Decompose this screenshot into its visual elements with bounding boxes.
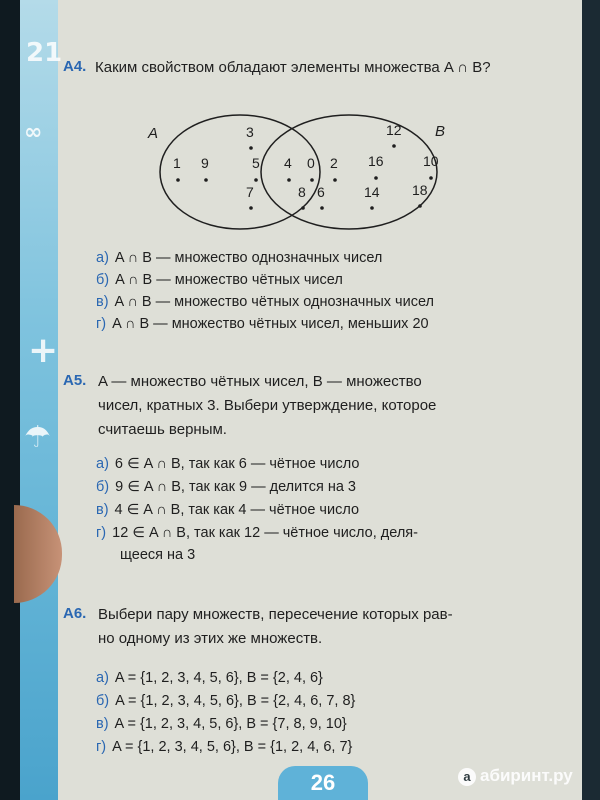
venn-dot	[392, 144, 396, 148]
venn-dot	[374, 176, 378, 180]
answer-option[interactable]: б) 9 ∈ A ∩ B, так как 9 — делится на 3	[96, 479, 356, 495]
set-a-ellipse	[160, 115, 320, 229]
decorative-digits: 21	[26, 38, 63, 68]
page-number: 26	[310, 770, 336, 795]
question-text-a5: A — множество чётных чисел, B — множество	[98, 373, 422, 390]
answer-option[interactable]: а) A ∩ B — множество однозначных чисел	[96, 250, 383, 266]
venn-diagram	[148, 110, 460, 240]
venn-number: 10	[423, 153, 439, 169]
venn-number: 1	[173, 155, 181, 171]
venn-number: 5	[252, 155, 260, 171]
venn-dot	[301, 206, 305, 210]
answer-option[interactable]: а) 6 ∈ A ∩ B, так как 6 — чётное число	[96, 456, 360, 472]
venn-number: 6	[317, 184, 325, 200]
question-label-a6: А6.	[63, 605, 87, 622]
venn-number: 7	[246, 184, 254, 200]
plus-icon: +	[28, 330, 59, 371]
venn-number: 0	[307, 155, 315, 171]
answer-option[interactable]: б) A = {1, 2, 3, 4, 5, 6}, B = {2, 4, 6, 7, 8}	[96, 693, 356, 709]
venn-number: 16	[368, 153, 384, 169]
venn-dot	[249, 206, 253, 210]
answer-option[interactable]: г) A ∩ B — множество чётных чисел, меньших 20	[96, 316, 429, 332]
question-text-a5: чисел, кратных 3. Выбери утверждение, которое	[98, 397, 437, 414]
venn-dot	[287, 178, 291, 182]
answer-option[interactable]: г) 12 ∈ A ∩ B, так как 12 — чётное число, деля-	[96, 525, 418, 541]
set-b-label: B	[435, 123, 446, 140]
venn-dot	[333, 178, 337, 182]
page-edge-shadow	[582, 0, 600, 800]
venn-number: 9	[201, 155, 209, 171]
question-text-a6: но одному из этих же множеств.	[98, 630, 323, 647]
venn-number: 4	[284, 155, 292, 171]
venn-dot	[418, 204, 422, 208]
venn-number: 2	[330, 155, 338, 171]
decorative-figure: ☂	[24, 420, 51, 455]
venn-dot	[249, 146, 253, 150]
question-label-a5: А5.	[63, 372, 87, 389]
venn-dot	[254, 178, 258, 182]
answer-option[interactable]: г) A = {1, 2, 3, 4, 5, 6}, B = {1, 2, 4, 6, 7}	[96, 739, 353, 755]
set-a-label: A	[148, 125, 159, 142]
venn-number: 12	[386, 122, 402, 138]
textbook-page	[20, 0, 585, 800]
answer-option-continuation: щееся на 3	[120, 547, 196, 563]
question-text-a5: считаешь верным.	[98, 421, 227, 438]
question-text-a6: Выбери пару множеств, пересечение которых рав-	[98, 606, 453, 623]
answer-option[interactable]: в) A = {1, 2, 3, 4, 5, 6}, B = {7, 8, 9, 10}	[96, 716, 347, 732]
watermark: а абиринт.ру	[458, 766, 573, 786]
question-label-a4: А4.	[63, 58, 87, 75]
decorative-margin	[20, 0, 63, 800]
venn-number: 3	[246, 124, 254, 140]
answer-option[interactable]: а) A = {1, 2, 3, 4, 5, 6}, B = {2, 4, 6}	[96, 670, 323, 686]
venn-dot	[176, 178, 180, 182]
watermark-logo-icon: а	[458, 768, 476, 786]
venn-number: 14	[364, 184, 380, 200]
venn-dot	[370, 206, 374, 210]
answer-option[interactable]: в) A ∩ B — множество чётных однозначных чисел	[96, 294, 434, 310]
venn-number: 18	[412, 182, 428, 198]
answer-option[interactable]: в) 4 ∈ A ∩ B, так как 4 — чётное число	[96, 502, 360, 518]
venn-dot	[320, 206, 324, 210]
venn-dot	[429, 176, 433, 180]
question-text-a4: Каким свойством обладают элементы множества A ∩ B?	[95, 59, 491, 76]
venn-number: 8	[298, 184, 306, 200]
venn-dot	[310, 178, 314, 182]
answer-option[interactable]: б) A ∩ B — множество чётных чисел	[96, 272, 343, 288]
set-b-ellipse	[261, 115, 437, 229]
venn-dot	[204, 178, 208, 182]
decorative-digits: ∞	[24, 120, 43, 145]
